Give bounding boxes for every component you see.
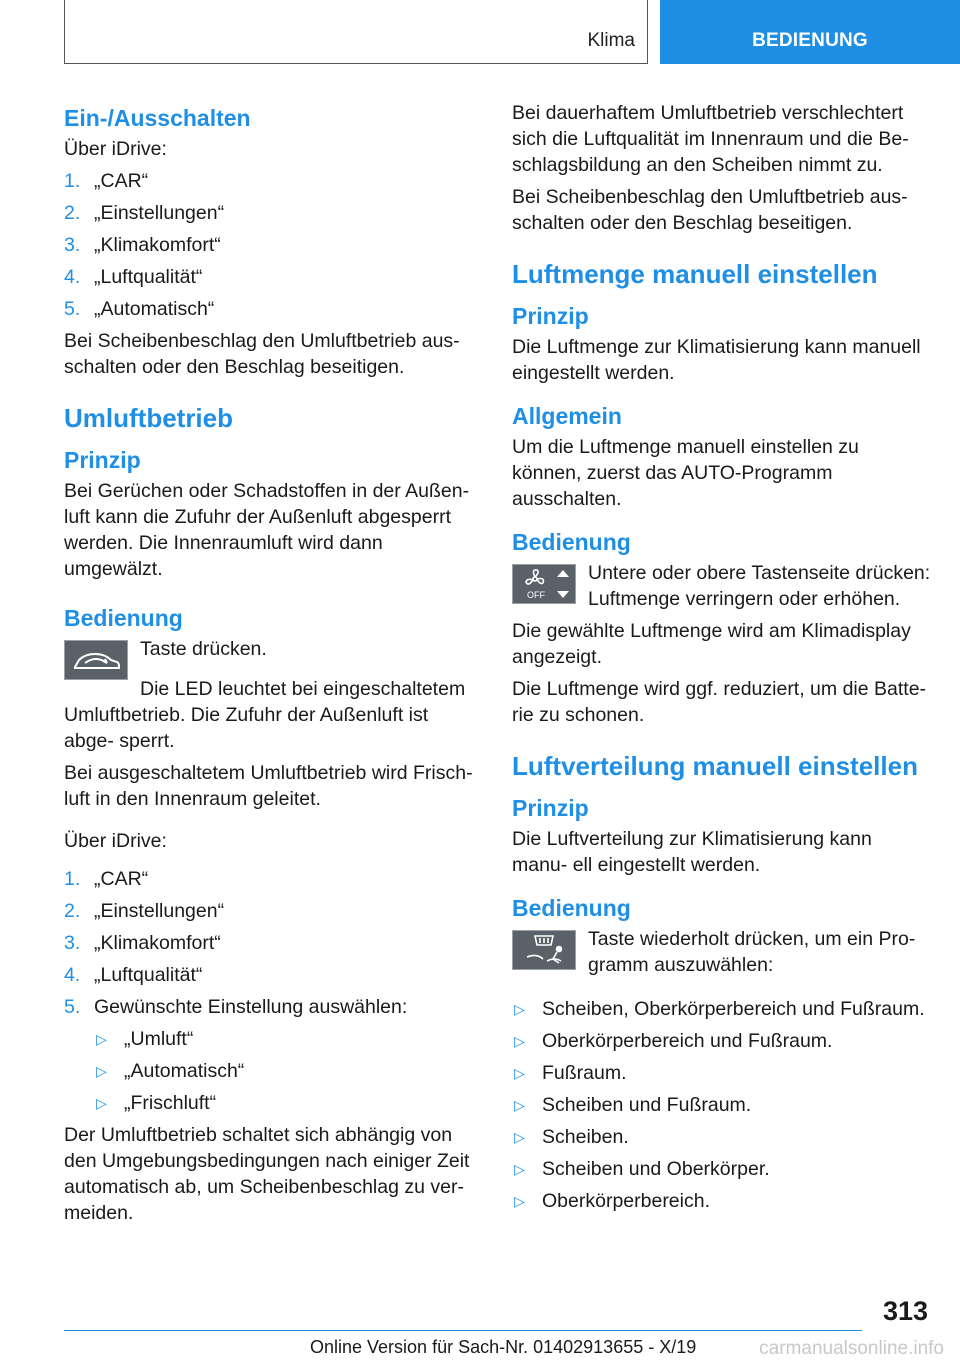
umluft-closing: Der Umluftbetrieb schaltet sich abhängig von den Umgebungsbedingungen nach einiger Zeit automatisch ab, um Scheibenbeschlag zu ver‐ meiden. (64, 1124, 470, 1224)
allgemein-text: Um die Luftmenge manuell einstellen zu können, zuerst das AUTO-Programm ausschalten. (512, 436, 859, 510)
heading-bedienung: Bedienung (512, 529, 631, 555)
list-item: ▷ „Umluft“ (96, 1028, 194, 1050)
triangle-bullet-icon: ▷ (514, 1161, 525, 1177)
heading-ein-aus: Ein-/Ausschalten (64, 105, 251, 131)
list-item: 4. „Luftqualität“ (64, 266, 203, 288)
umluft-steps (64, 866, 480, 1116)
idrive-intro-2: Über iDrive: (64, 830, 167, 852)
list-item: 4. „Luftqualität“ (64, 964, 203, 986)
idrive-intro: Über iDrive: (64, 138, 167, 160)
heading-luftmenge: Luftmenge manuell einstellen (512, 259, 878, 289)
fan-icon-text: Untere oder obere Tastenseite drücken: Luftmenge verringern oder erhöhen. (588, 562, 931, 610)
list-item: ▷ „Frischluft“ (96, 1092, 217, 1114)
fan-icon (513, 565, 575, 603)
list-item: ▷ Scheiben. (514, 1126, 629, 1148)
footer-online-version: Online Version für Sach-Nr. 01402913655 - X/19 (310, 1337, 697, 1357)
chapter-tab-label: BEDIENUNG (752, 30, 868, 51)
list-item: 3. „Klimakomfort“ (64, 932, 221, 954)
page-number: 313 (882, 1296, 928, 1326)
triangle-bullet-icon: ▷ (514, 1097, 525, 1113)
triangle-bullet-icon: ▷ (514, 1129, 525, 1145)
recirculation-button-icon (64, 640, 128, 680)
ein-aus-note: Bei Scheibenbeschlag den Umluftbetrieb aus‐ schalten oder den Beschlag beseitigen. (64, 330, 460, 378)
luftmenge-text-2: Die Luftmenge wird ggf. reduziert, um die Batte‐ rie zu schonen. (512, 678, 927, 726)
fan-icon-row (512, 560, 932, 612)
luftmenge-text-1: Die gewählte Luftmenge wird am Klimadisplay angezeigt. (512, 620, 911, 668)
heading-prinzip: Prinzip (64, 447, 141, 473)
umluft-options (94, 1026, 480, 1116)
watermark: carmanualsonline.info (759, 1338, 944, 1359)
air-distribution-icon (513, 931, 575, 969)
distribution-icon-text: Taste wiederholt drücken, um ein Pro‐ gramm auszuwählen: (588, 928, 916, 976)
distribution-options (512, 996, 932, 1214)
triangle-bullet-icon: ▷ (514, 1033, 525, 1049)
umluft-icon-row (64, 636, 480, 676)
triangle-bullet-icon: ▷ (514, 1001, 525, 1017)
triangle-bullet-icon: ▷ (96, 1031, 107, 1047)
triangle-bullet-icon: ▷ (96, 1063, 107, 1079)
list-item: ▷ Scheiben, Oberkörperbereich und Fußraum. (514, 998, 925, 1020)
list-item: 2. „Einstellungen“ (64, 202, 225, 224)
chapter-tab[interactable] (660, 0, 960, 64)
list-item: 5. Gewünschte Einstellung auswählen: ▷ „Umluft“ ▷ „Automatisch“ ▷ „Frischluft“ (64, 994, 480, 1116)
list-item: ▷ Oberkörperbereich und Fußraum. (514, 1030, 833, 1052)
heading-prinzip: Prinzip (512, 303, 589, 329)
list-item: 3. „Klimakomfort“ (64, 234, 221, 256)
right-intro-2: Bei Scheibenbeschlag den Umluftbetrieb aus‐ schalten oder den Beschlag beseitigen. (512, 186, 908, 234)
list-item: 2. „Einstellungen“ (64, 900, 225, 922)
list-item: 5. „Automatisch“ (64, 298, 215, 320)
heading-luftverteilung: Luftverteilung manuell einstellen (512, 751, 918, 781)
air-distribution-button-icon (512, 930, 576, 970)
heading-bedienung: Bedienung (512, 895, 631, 921)
luftverteilung-prinzip-text: Die Luftverteilung zur Klimatisierung kann manu‐ ell eingestellt werden. (512, 828, 872, 876)
section-title: Klima (587, 30, 635, 51)
triangle-bullet-icon: ▷ (514, 1193, 525, 1209)
list-item: ▷ Scheiben und Fußraum. (514, 1094, 752, 1116)
footer-divider (64, 1330, 862, 1331)
list-item: ▷ „Automatisch“ (96, 1060, 245, 1082)
ein-aus-steps (64, 168, 480, 322)
list-item: ▷ Fußraum. (514, 1062, 627, 1084)
luftmenge-prinzip-text: Die Luftmenge zur Klimatisierung kann manuell eingestellt werden. (512, 336, 921, 384)
list-item: ▷ Scheiben und Oberkörper. (514, 1158, 770, 1180)
right-intro-1: Bei dauerhaftem Umluftbetrieb verschlechtert sich die Luftqualität im Innenraum und die Be‐ schlagsbildung an den Scheiben nimmt zu. (512, 102, 909, 176)
led-text: Die LED leuchtet bei eingeschaltetem Umluftbetrieb. Die Zufuhr der Außenluft ist abge‐ sperrt. (64, 678, 466, 752)
fan-speed-button-icon (512, 564, 576, 604)
taste-text: Taste drücken. (140, 638, 267, 660)
list-item: 1. „CAR“ (64, 170, 149, 192)
right-column (512, 100, 932, 1220)
triangle-bullet-icon: ▷ (514, 1065, 525, 1081)
heading-allgemein: Allgemein (512, 403, 622, 429)
left-column (64, 100, 480, 1232)
triangle-bullet-icon: ▷ (96, 1095, 107, 1111)
list-item: ▷ Oberkörperbereich. (514, 1190, 710, 1212)
distribution-icon-row (512, 926, 932, 982)
ausgeschaltet-text: Bei ausgeschaltetem Umluftbetrieb wird Frisch‐ luft in den Innenraum geleitet. (64, 762, 473, 810)
off-label: OFF (527, 590, 545, 600)
heading-prinzip: Prinzip (512, 795, 589, 821)
header-box (64, 0, 648, 64)
car-recirculation-icon (65, 641, 127, 679)
heading-bedienung: Bedienung (64, 605, 183, 631)
prinzip-text: Bei Gerüchen oder Schadstoffen in der Außen‐ luft kann die Zufuhr der Außenluft abgesperrt werden. Die Innenraumluft wird dann umgewälzt. (64, 480, 470, 580)
heading-umluftbetrieb: Umluftbetrieb (64, 403, 233, 433)
list-item: 1. „CAR“ (64, 868, 149, 890)
